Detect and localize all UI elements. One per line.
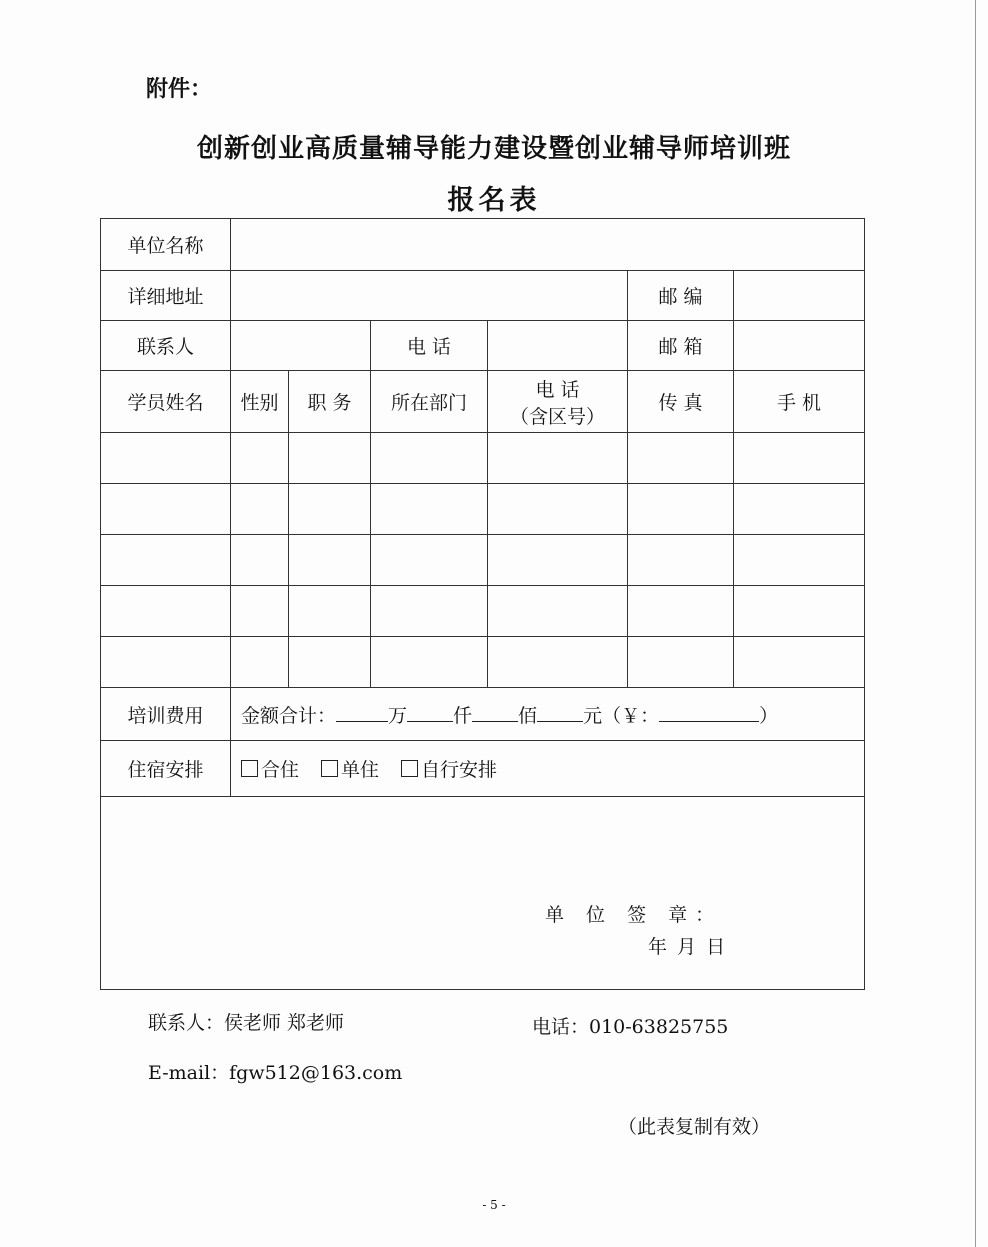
footer-note: （此表复制有效）	[618, 1116, 771, 1138]
cell[interactable]	[231, 586, 289, 637]
fee-yuan-blank[interactable]	[537, 703, 583, 722]
form-title: 创新创业高质量辅导能力建设暨创业辅导师培训班	[196, 134, 791, 164]
fee-amount-row	[231, 688, 865, 741]
fee-total-blank[interactable]	[659, 703, 759, 722]
phone-field[interactable]	[488, 321, 628, 371]
lodging-self-checkbox[interactable]	[401, 760, 418, 777]
table-row	[101, 433, 865, 484]
contact-field[interactable]	[231, 321, 371, 371]
fee-prefix: 金额合计：	[241, 704, 337, 727]
cell[interactable]	[289, 535, 371, 586]
cell[interactable]	[289, 433, 371, 484]
cell[interactable]	[371, 535, 488, 586]
email-field[interactable]	[734, 321, 865, 371]
table-row	[101, 535, 865, 586]
cell[interactable]	[101, 433, 231, 484]
fee-qian-blank[interactable]	[407, 703, 453, 722]
lodging-shared-checkbox[interactable]	[241, 760, 258, 777]
lodging-single-checkbox[interactable]	[321, 760, 338, 777]
col-header-name: 学员姓名	[101, 371, 231, 433]
lodging-self-label: 自行安排	[421, 759, 498, 781]
lodging-label: 住宿安排	[101, 741, 231, 797]
cell[interactable]	[371, 637, 488, 688]
fee-label: 培训费用	[101, 688, 231, 741]
table-row	[101, 484, 865, 535]
cell[interactable]	[101, 637, 231, 688]
address-field[interactable]	[231, 271, 628, 321]
unit-name-label: 单位名称	[101, 219, 231, 271]
cell[interactable]	[628, 433, 734, 484]
col-header-phone-line1: 电 话	[535, 378, 580, 401]
cell[interactable]	[289, 586, 371, 637]
footer-phone: 电话：010-63825755	[532, 1016, 729, 1038]
col-header-mobile: 手 机	[734, 371, 865, 433]
cell[interactable]	[488, 433, 628, 484]
cell[interactable]	[101, 535, 231, 586]
cell[interactable]	[289, 484, 371, 535]
cell[interactable]	[101, 484, 231, 535]
cell[interactable]	[628, 637, 734, 688]
cell[interactable]	[371, 586, 488, 637]
postcode-field[interactable]	[734, 271, 865, 321]
cell[interactable]	[488, 484, 628, 535]
col-header-phone-line2: （含区号）	[509, 405, 605, 428]
postcode-label: 邮 编	[628, 271, 734, 321]
address-label: 详细地址	[101, 271, 231, 321]
col-header-department: 所在部门	[371, 371, 488, 433]
cell[interactable]	[371, 484, 488, 535]
fee-yuan-unit: 元（￥：	[583, 704, 660, 727]
cell[interactable]	[628, 535, 734, 586]
cell[interactable]	[231, 637, 289, 688]
lodging-single-label: 单住	[341, 759, 380, 781]
table-row	[101, 637, 865, 688]
cell[interactable]	[734, 586, 865, 637]
cell[interactable]	[371, 433, 488, 484]
cell[interactable]	[628, 484, 734, 535]
fee-wan-blank[interactable]	[336, 703, 388, 722]
fee-qian-unit: 仟	[453, 704, 473, 727]
unit-name-field[interactable]	[231, 219, 865, 271]
cell[interactable]	[488, 586, 628, 637]
fee-bai-unit: 佰	[518, 704, 538, 727]
cell[interactable]	[734, 433, 865, 484]
col-header-gender: 性别	[231, 371, 289, 433]
cell[interactable]	[734, 484, 865, 535]
table-row	[101, 586, 865, 637]
registration-table	[100, 218, 865, 990]
col-header-position: 职 务	[289, 371, 371, 433]
cell[interactable]	[628, 586, 734, 637]
cell[interactable]	[289, 637, 371, 688]
cell[interactable]	[231, 484, 289, 535]
cell[interactable]	[101, 586, 231, 637]
form-subtitle: 报名表	[447, 185, 541, 216]
footer-email: E-mail：fgw512@163.com	[148, 1062, 403, 1084]
lodging-options	[231, 741, 865, 797]
phone-label: 电 话	[371, 321, 488, 371]
fee-wan-unit: 万	[388, 704, 408, 727]
cell[interactable]	[734, 637, 865, 688]
cell[interactable]	[231, 535, 289, 586]
cell[interactable]	[734, 535, 865, 586]
col-header-fax: 传 真	[628, 371, 734, 433]
page-number: - 5 -	[482, 1198, 506, 1212]
cell[interactable]	[231, 433, 289, 484]
seal-area[interactable]	[101, 797, 865, 990]
seal-label: 单 位 签 章：	[545, 904, 723, 926]
date-label: 年 月 日	[648, 936, 728, 958]
fee-close: ）	[759, 704, 779, 727]
attachment-label: 附件：	[146, 76, 213, 102]
footer-contact: 联系人：侯老师 郑老师	[148, 1012, 345, 1034]
contact-label: 联系人	[101, 321, 231, 371]
cell[interactable]	[488, 637, 628, 688]
email-label: 邮 箱	[628, 321, 734, 371]
fee-bai-blank[interactable]	[472, 703, 518, 722]
lodging-shared-label: 合住	[261, 759, 300, 781]
col-header-phone	[488, 371, 628, 433]
cell[interactable]	[488, 535, 628, 586]
